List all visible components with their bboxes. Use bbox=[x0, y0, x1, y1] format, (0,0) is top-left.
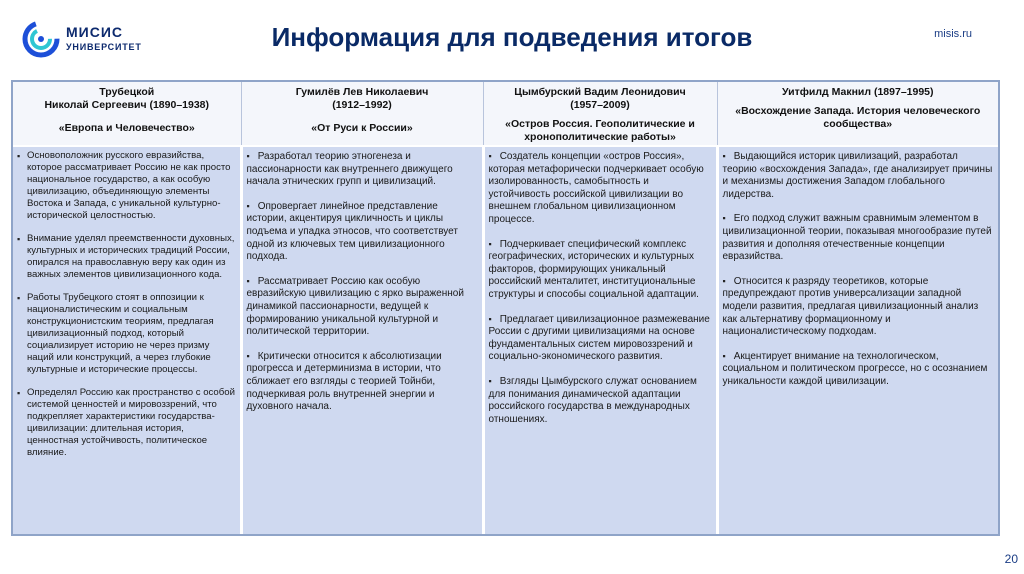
list-item: ▪ Рассматривает Россию как особую евразийскую цивилизацию с ярко выраженной динамикой пассионарности, ведущей к формированию уникальной культурной и политической территории. bbox=[247, 275, 478, 339]
list-item: ▪ Разработал теорию этногенеза и пассионарности как внутреннего движущего начала этнических групп и цивилизаций. bbox=[247, 150, 478, 189]
header-mcneill bbox=[717, 82, 998, 146]
list-item: ▪ Подчеркивает специфический комплекс географических, исторических и культурных факторов, формирующих уникальный российский менталитет, институциональные структуры и способы социальной адаптации. bbox=[489, 238, 712, 302]
list-item: ▪ Относится к разряду теоретиков, которые предупреждают против универсализации западной модели развития, предлагая цивилизационный анализ как альтернативу формационному и националистическому подходам. bbox=[723, 275, 995, 339]
header-name-line1: Трубецкой bbox=[99, 86, 155, 98]
header-name-line2: (1912–1992) bbox=[332, 99, 392, 111]
list-item: ▪ Создатель концепции «остров Россия», которая метафорически подчеркивает особую изолированность, самобытность и устойчивость российской цивилизации во внешнем глобальном цивилизационном процессе. bbox=[489, 150, 712, 227]
content-row bbox=[13, 146, 998, 534]
header-work: «Европа и Человечество» bbox=[58, 122, 195, 134]
column-trubetskoy bbox=[13, 146, 241, 534]
list-item: ▪ Взгляды Цымбурского служат основанием для понимания динамической адаптации российского государства в международных отношениях. bbox=[489, 375, 712, 426]
header-work: «От Руси к России» bbox=[311, 122, 413, 134]
column-mcneill bbox=[717, 146, 998, 534]
header-name-line1: Цымбурский Вадим Леонидович bbox=[514, 86, 686, 98]
header-gumilev bbox=[241, 82, 483, 146]
list-item: ▪ Выдающийся историк цивилизаций, разработал теорию «восхождения Запада», где анализирует причины и механизмы достижения Западом глобального лидерства. bbox=[723, 150, 995, 201]
header-trubetskoy bbox=[13, 82, 241, 146]
list-item: ▪ Критически относится к абсолютизации прогресса и детерминизма в истории, что сближает его взгляды с теорией Тойнби, подчеркивая роль внутренней энергии и духовного начала. bbox=[247, 350, 478, 414]
list-item: ▪ Внимание уделял преемственности духовных, культурных и исторических традиций России, опирался на православную веру как один из важных элементов цивилизационного кода. bbox=[17, 233, 236, 281]
summary-table bbox=[11, 80, 1000, 536]
logo-name: МИСИС bbox=[66, 24, 124, 40]
logo-subtitle: УНИВЕРСИТЕТ bbox=[66, 42, 142, 52]
column-gumilev bbox=[241, 146, 483, 534]
list-item: ▪ Определял Россию как пространство с особой системой ценностей и мировоззрений, что подкрепляет характеристики государства-цивилизации: длительная история, ценностная устойчивость, политическое влияние. bbox=[17, 387, 236, 459]
column-tsymbursky bbox=[483, 146, 717, 534]
header-row bbox=[13, 82, 998, 146]
header-tsymbursky bbox=[483, 82, 717, 146]
list-item: ▪ Акцентирует внимание на технологическом, социальном и политическом прогрессе, но с осознанием уникальности каждой цивилизации. bbox=[723, 350, 995, 389]
header-work: «Восхождение Запада. История человеческого сообщества» bbox=[735, 105, 981, 130]
header-name-line2: (1957–2009) bbox=[570, 99, 630, 111]
list-item: ▪ Его подход служит важным сравнимым элементом в цивилизационной теории, показывая многообразие путей развития и дополняя отечественные концепции евразийства. bbox=[723, 212, 995, 263]
site-link[interactable]: misis.ru bbox=[934, 28, 972, 40]
header-work: «Остров Россия. Геополитические и хронополитические работы» bbox=[505, 118, 695, 143]
list-item: ▪ Опровергает линейное представление истории, акцентируя цикличность и циклы подъема и упадка этносов, что соответствует одной из ключевых тем цивилизационного подхода. bbox=[247, 200, 478, 264]
list-item: ▪ Предлагает цивилизационное размежевание России с другими цивилизациями на основе фундаментальных систем мировоззрений и социально-экономического развития. bbox=[489, 313, 712, 364]
page-title: Информация для подведения итогов bbox=[271, 22, 753, 52]
header-name-line1: Гумилёв Лев Николаевич bbox=[295, 86, 429, 98]
list-item: ▪ Работы Трубецкого стоят в оппозиции к националистическим и социальным конструкционистским теориям, предлагая цивилизационный подход, который социализирует историю не через призму наций или конструкций, а через глубокие культурные и исторические процессы. bbox=[17, 292, 236, 376]
header-name-line2: Николай Сергеевич (1890–1938) bbox=[44, 99, 210, 111]
header-name-line1: Уитфилд Макнил (1897–1995) bbox=[781, 86, 934, 98]
list-item: ▪ Основоположник русского евразийства, которое рассматривает Россию не как просто национальное государство, а как особую цивилизацию, объединяющую элементы Востока и Запада, с уникальной культурно-исторической целостностью. bbox=[17, 150, 236, 222]
page-number: 20 bbox=[1004, 552, 1018, 566]
